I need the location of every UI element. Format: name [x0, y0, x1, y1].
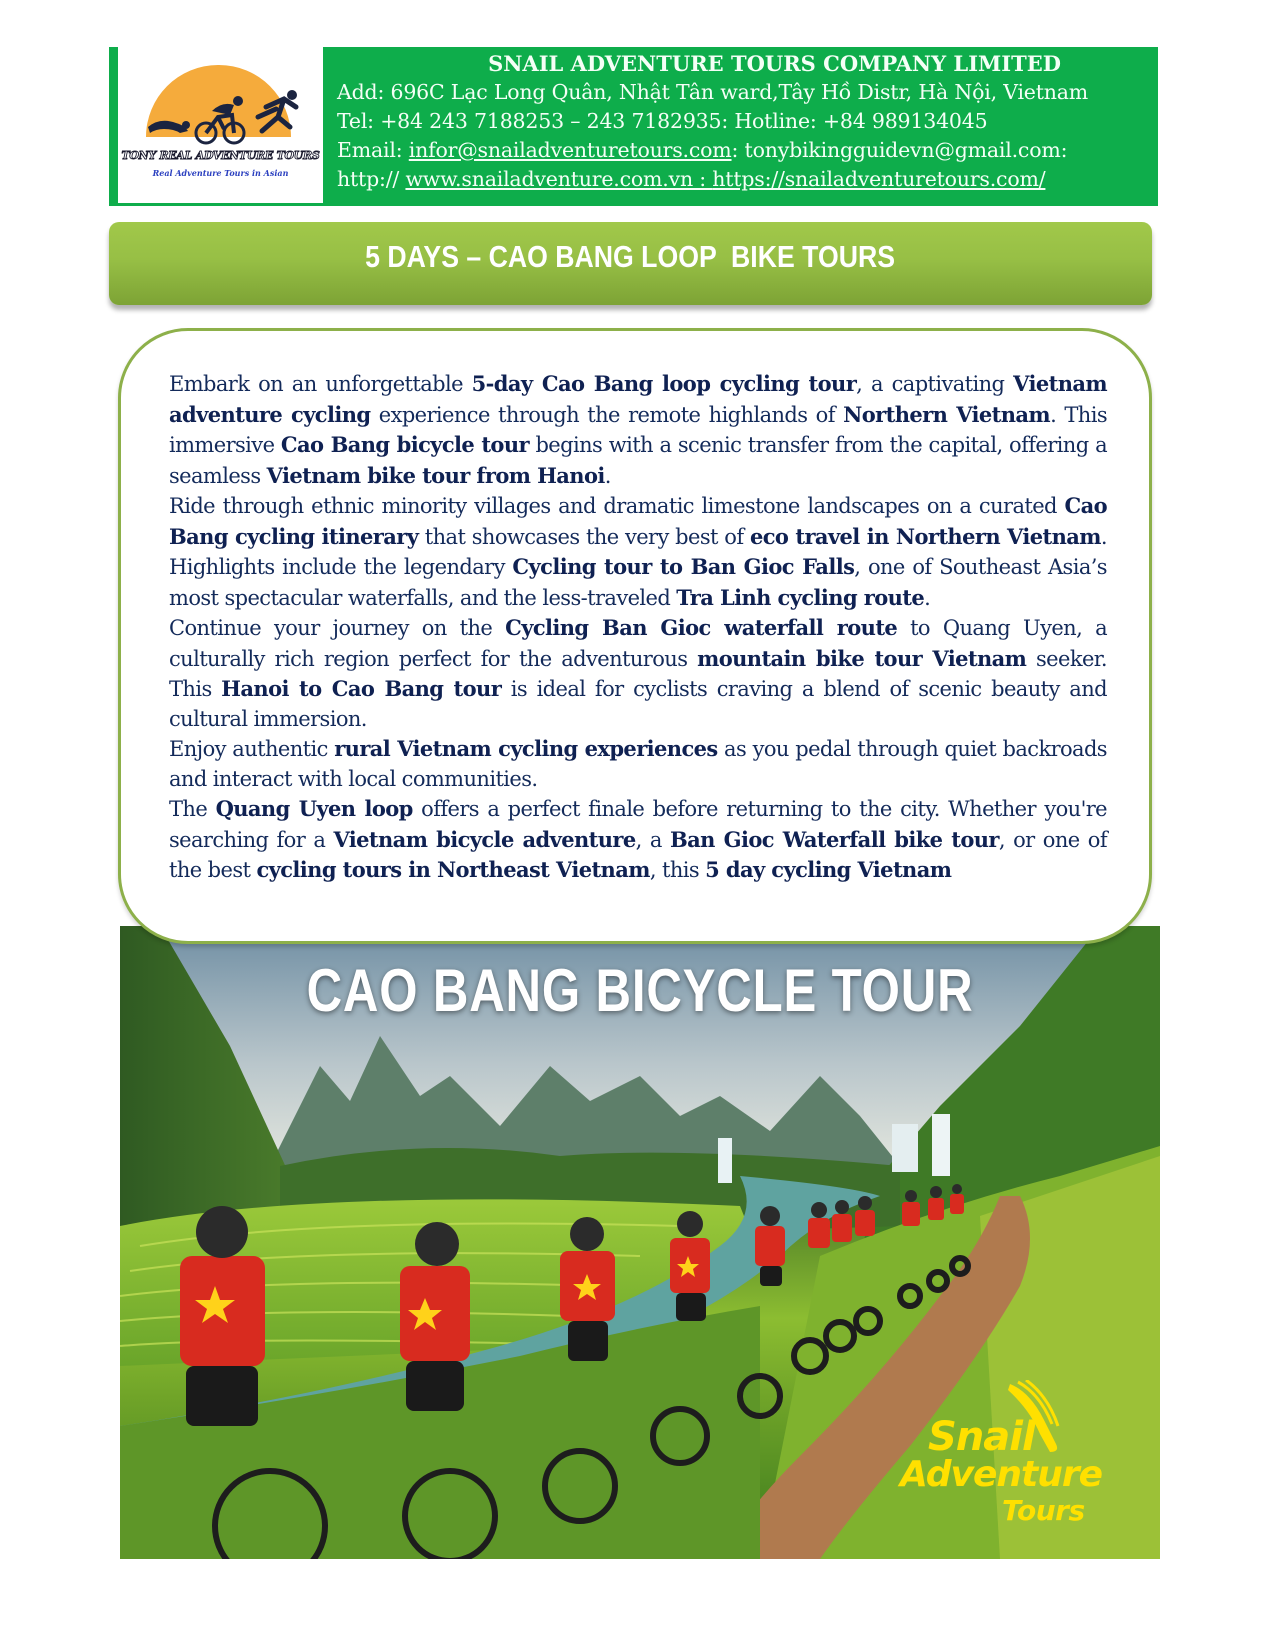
paragraph-text: , a: [635, 827, 670, 852]
paragraph-text: .: [924, 585, 931, 610]
logo-line-snail: Snail: [928, 1414, 1035, 1460]
paragraph-text: to Quang Uyen, a culturally rich region perfect for the adventurous: [169, 616, 1107, 671]
logo-tagline: Real Adventure Tours in Asian: [152, 168, 289, 178]
company-web-line: [337, 165, 1152, 194]
paragraph-text: experience through the remote highlands of: [370, 402, 844, 427]
tour-description: [169, 369, 1107, 886]
paragraph-text: Continue your journey on the: [169, 616, 506, 640]
paragraph-text: is ideal for cyclists craving a blend of scenic beauty and cultural immersion.: [169, 677, 1107, 731]
website-link-primary[interactable]: www.snailadventure.com.vn :: [405, 167, 713, 191]
paragraph-text: Ride through ethnic minority villages and dramatic limestone landscapes on a curated: [169, 494, 1065, 518]
paragraph-text: seeker. This: [169, 646, 1107, 701]
keyword-highlight: Cao Bang bicycle tour: [280, 432, 529, 457]
company-logo: [118, 47, 323, 206]
paragraph-text: , a captivating: [856, 372, 1014, 396]
paragraph-text: that showcases the very best of: [418, 524, 750, 549]
company-header: [109, 47, 1158, 206]
company-phone: Tel: +84 243 7188253 – 243 7182935: Hotline: +84 989134045: [337, 109, 988, 133]
paragraph: [169, 369, 1107, 491]
paragraph-text: The: [169, 797, 216, 821]
paragraph-text: , this: [649, 858, 706, 882]
paragraph: [169, 734, 1107, 794]
keyword-highlight: Vietnam bike tour from Hanoi: [266, 462, 605, 488]
paragraph-text: , one of Southeast Asia’s most spectacular waterfalls, and the less-traveled: [169, 555, 1107, 610]
keyword-highlight: eco travel in Northern Vietnam: [749, 523, 1101, 549]
keyword-highlight: Cycling Ban Gioc waterfall route: [505, 615, 898, 640]
paragraph-text: Embark on an unforgettable: [169, 372, 472, 396]
keyword-highlight: Cao Bang cycling itinerary: [169, 493, 1107, 549]
photo-title: CAO BANG BICYCLE TOUR: [306, 957, 974, 1024]
triathlon-athletes-icon: [146, 87, 304, 147]
paragraph-text: offers a perfect finale before returning to the city. Whether you're searching for a: [169, 797, 1108, 852]
keyword-highlight: Cycling tour to Ban Gioc Falls: [512, 554, 855, 579]
paragraph-text: . Highlights include the legendary: [169, 524, 1107, 579]
keyword-highlight: Hanoi to Cao Bang tour: [221, 676, 502, 701]
logo-brand-text: TONY REAL ADVENTURE TOURS: [121, 149, 320, 162]
tour-description-panel: [118, 328, 1152, 944]
tour-title-banner: [109, 222, 1152, 305]
logo-line-adventure: Adventure: [900, 1454, 1103, 1495]
keyword-highlight: rural Vietnam cycling experiences: [334, 736, 718, 761]
paragraph: [169, 794, 1107, 886]
email-link-primary[interactable]: infor@snailadventuretours.com: [408, 138, 732, 162]
company-contact-block: [337, 49, 1152, 194]
paragraph: [169, 491, 1107, 613]
keyword-highlight: 5 day cycling Vietnam: [705, 857, 952, 882]
logo-line-tours: Tours: [1002, 1494, 1085, 1527]
web-label: http://: [337, 167, 406, 191]
company-email-line: [337, 136, 1152, 165]
email-label: Email:: [337, 138, 409, 162]
keyword-highlight: Quang Uyen loop: [215, 796, 413, 821]
keyword-highlight: Vietnam adventure cycling: [169, 371, 1107, 427]
tour-photo: [120, 926, 1160, 1559]
keyword-highlight: Northern Vietnam: [843, 401, 1051, 427]
paragraph-text: as you pedal through quiet backroads and interact with local communities.: [169, 737, 1107, 791]
paragraph-text: begins with a scenic transfer from the capital, offering a seamless: [169, 433, 1107, 488]
tour-title: 5 DAYS – CAO BANG LOOP BIKE TOURS: [365, 238, 896, 274]
email-secondary: : tonybikingguidevn@gmail.com:: [731, 138, 1068, 162]
snail-adventure-logo: [900, 1396, 1140, 1546]
paragraph-text: .: [604, 463, 611, 488]
keyword-highlight: 5-day Cao Bang loop cycling tour: [471, 371, 857, 396]
keyword-highlight: cycling tours in Northeast Vietnam: [256, 857, 650, 882]
company-address: Add: 696C Lạc Long Quân, Nhật Tân ward,Tây Hồ Distr, Hà Nội, Vietnam: [337, 80, 1089, 104]
website-link-secondary[interactable]: https://snailadventuretours.com/: [712, 167, 1046, 191]
paragraph-text: Enjoy authentic: [169, 737, 335, 761]
keyword-highlight: Ban Gioc Waterfall bike tour: [670, 826, 999, 852]
paragraph-text: , or one of the best: [169, 827, 1107, 882]
paragraph-text: . This immersive: [169, 402, 1108, 457]
keyword-highlight: Vietnam bicycle adventure: [333, 826, 636, 852]
paragraph: [169, 613, 1107, 734]
keyword-highlight: Tra Linh cycling route: [676, 584, 925, 610]
keyword-highlight: mountain bike tour Vietnam: [697, 645, 1027, 671]
company-name: SNAIL ADVENTURE TOURS COMPANY LIMITED: [488, 51, 1061, 76]
